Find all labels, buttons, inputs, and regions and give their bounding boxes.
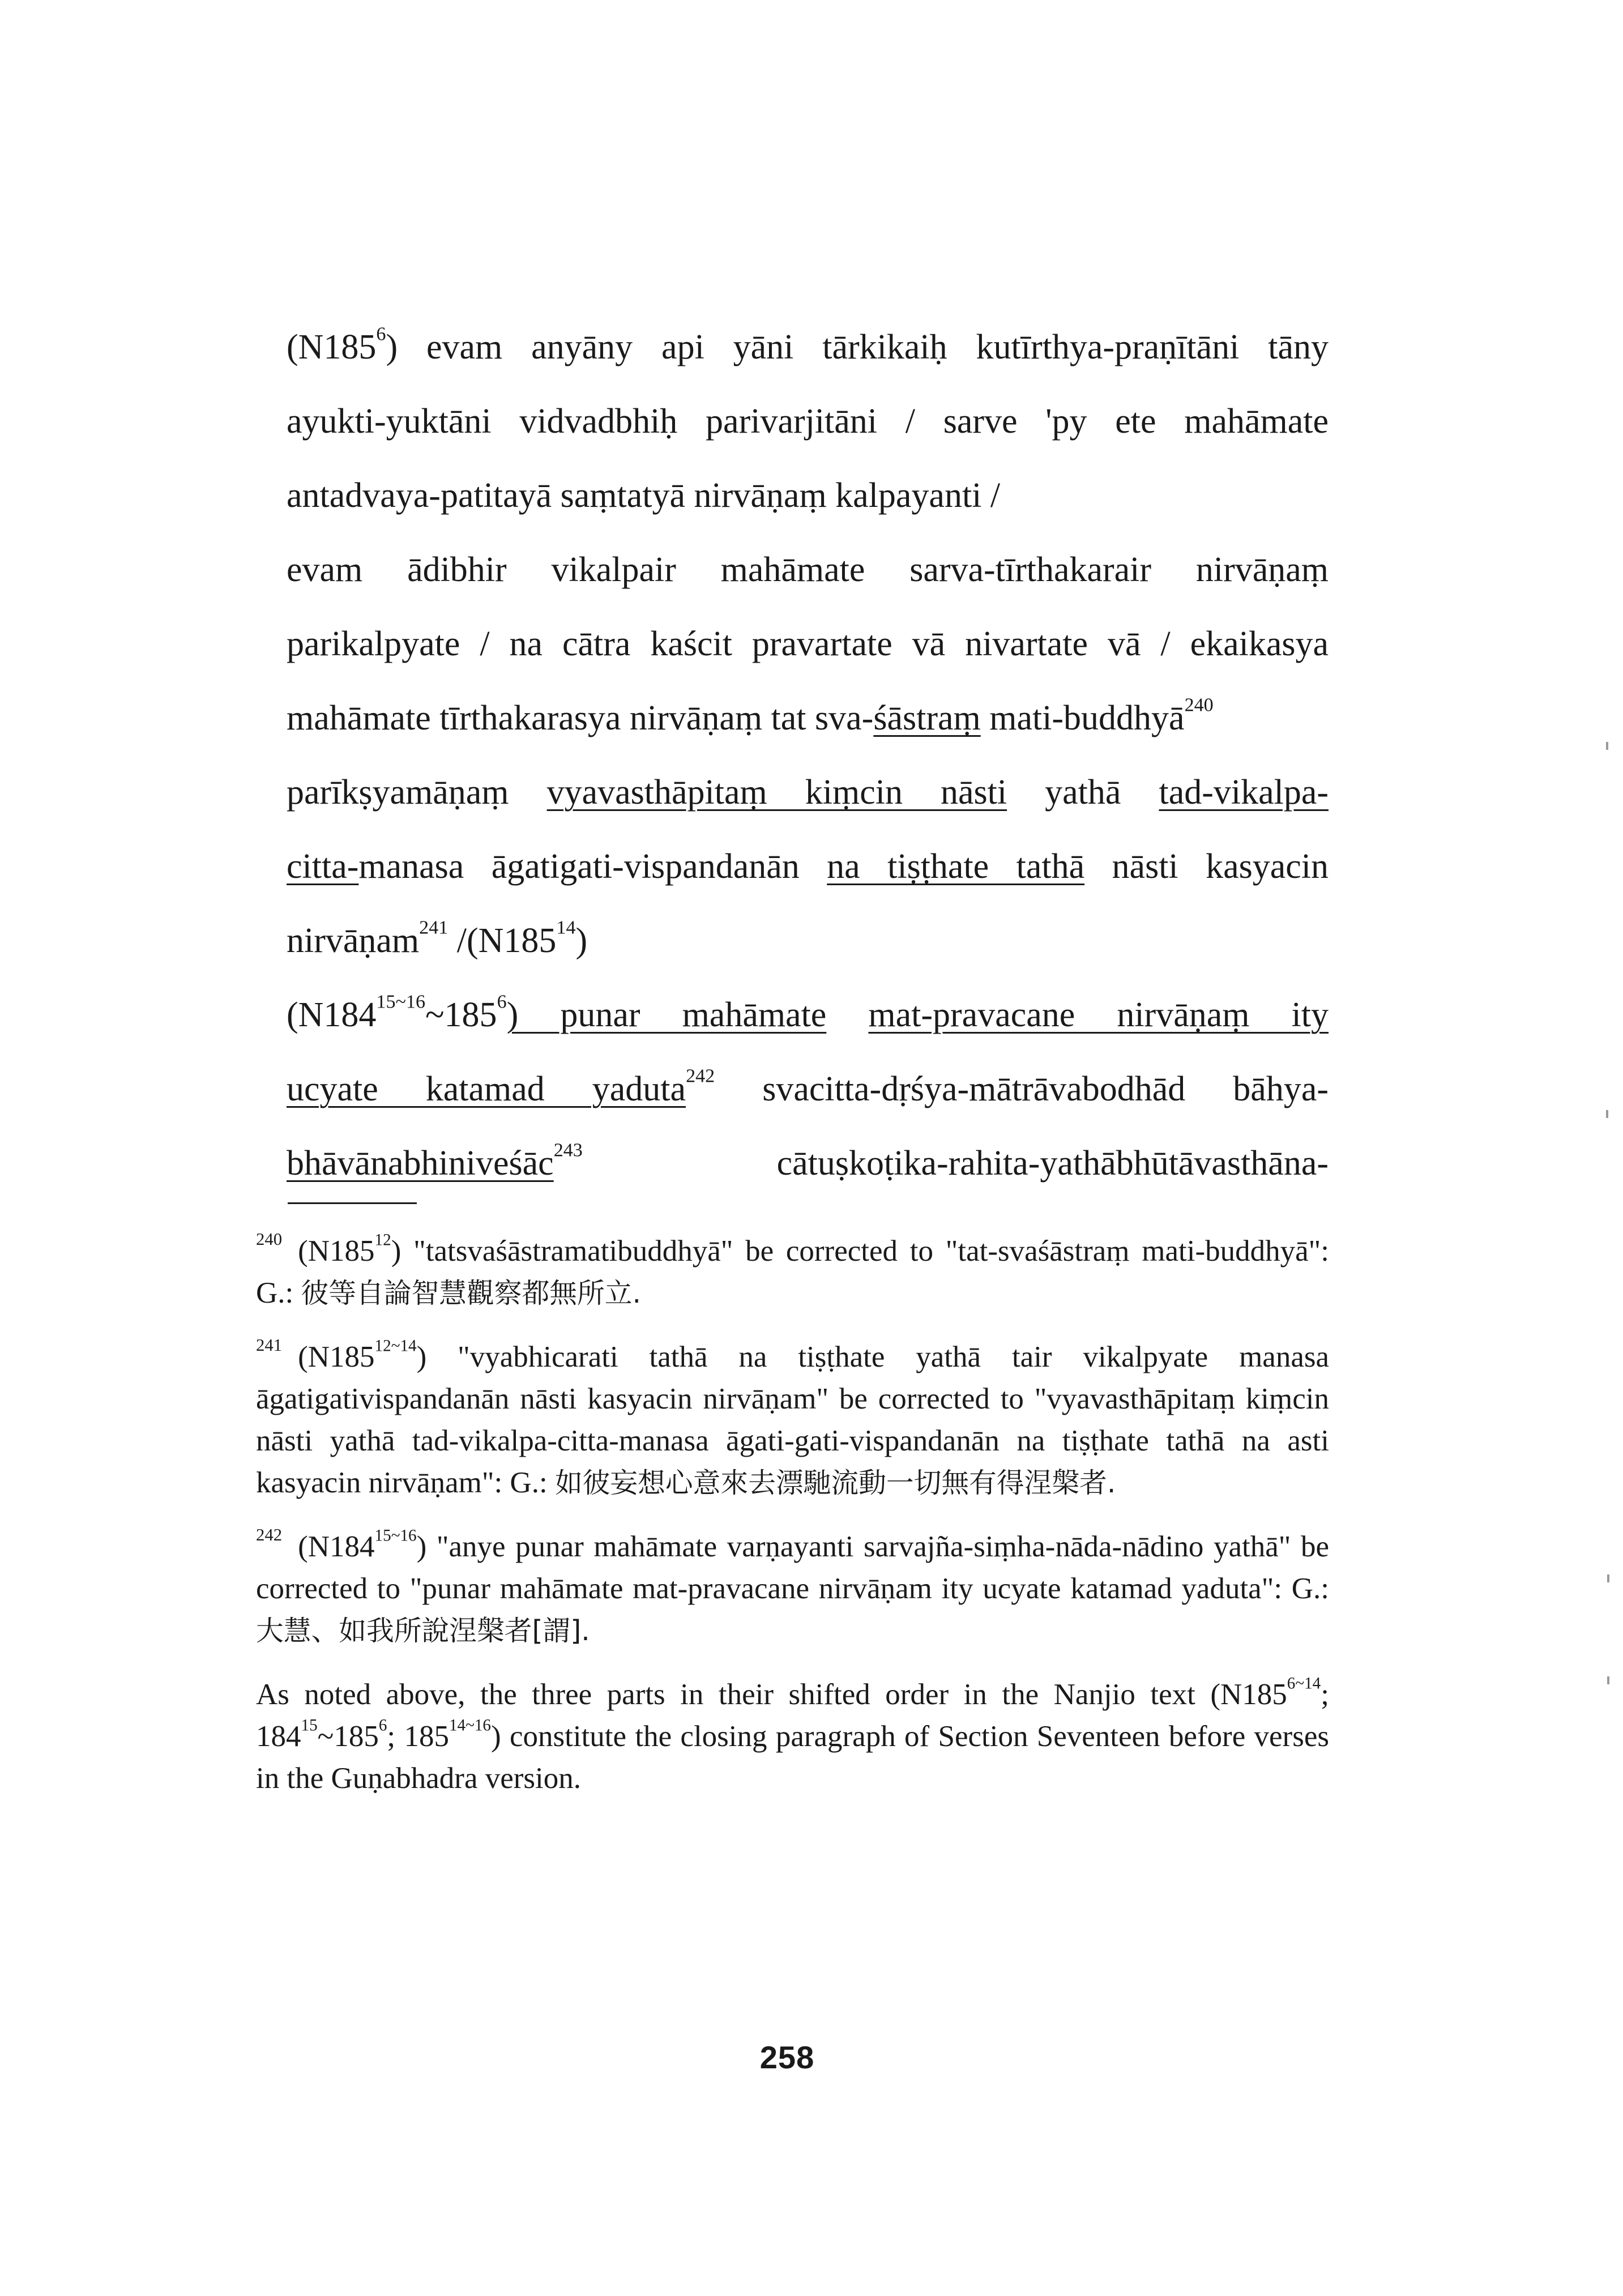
text-run: evam ādibhir vikalpair mahāmate sarva-tīrthakarair nirvāṇaṃ xyxy=(287,550,1329,589)
text-run: parīkṣyamāṇaṃ xyxy=(287,773,547,812)
text-run: (N185 xyxy=(287,328,377,366)
text-line xyxy=(287,459,1329,533)
underlined-text: citta- xyxy=(287,847,359,886)
superscript-reference: 15 xyxy=(301,1716,318,1735)
underlined-text: na tiṣṭhate tathā xyxy=(827,847,1085,886)
underlined-text: tad-vikalpa- xyxy=(1159,773,1329,812)
text-line xyxy=(287,385,1329,459)
text-line xyxy=(287,756,1329,830)
text-run: parikalpyate / na cātra kaścit pravartate vā nivartate vā / ekaikasya xyxy=(287,625,1329,663)
text-line xyxy=(287,904,1329,978)
scan-speck xyxy=(1607,1574,1609,1582)
text-line xyxy=(287,978,1329,1052)
text-run: mati-buddhyā xyxy=(980,699,1185,737)
text-run: ayukti-yuktāni vidvadbhiḥ parivarjitāni / sarve 'py ete mahāmate xyxy=(287,402,1329,441)
superscript-reference: 6 xyxy=(378,1716,387,1735)
footnote xyxy=(256,1336,1329,1504)
text-run: ) evam anyāny api yāni tārkikaiḥ kutīrthya-praṇītāni tāny xyxy=(386,328,1329,366)
closing-note xyxy=(256,1674,1329,1799)
text-run: ) "tatsvaśāstramatibuddhyā" be corrected to "tat-svaśāstraṃ mati-buddhyā": G.: xyxy=(256,1235,1329,1309)
underlined-text: vyavasthāpitaṃ kiṃcin nāsti xyxy=(546,773,1007,812)
text-line xyxy=(287,830,1329,904)
text-run: (N184 xyxy=(287,996,377,1034)
superscript-reference: 14 xyxy=(556,917,576,938)
superscript-reference: 240 xyxy=(1184,694,1214,716)
footnote xyxy=(256,1230,1329,1315)
superscript-reference: 241 xyxy=(419,917,449,938)
scan-speck xyxy=(1606,742,1608,750)
footnote-separator xyxy=(288,1202,417,1204)
superscript-reference: 242 xyxy=(686,1065,715,1087)
text-run: manasa āgatigati-vispandanān xyxy=(358,847,827,886)
text-run: ~185 xyxy=(425,996,497,1034)
chinese-text: 大慧、如我所說涅槃者[謂]. xyxy=(256,1615,590,1647)
text-run: As noted above, the three parts in their shifted order in the Nanjio text (N185 xyxy=(256,1678,1287,1711)
text-run: nirvāṇam xyxy=(287,921,420,960)
text-run: ) "anye punar mahāmate varṇayanti sarvajña-siṃha-nāda-nādino yathā" be corrected to "punar mahāmate mat-pravacane nirvāṇam ity ucyate katamad yaduta": G.: xyxy=(256,1530,1329,1605)
superscript-reference: 15~16 xyxy=(376,991,426,1013)
text-run: ; 185 xyxy=(387,1720,449,1753)
superscript-reference: 12 xyxy=(374,1231,391,1249)
underlined-text: mat-pravacane nirvāṇaṃ ity xyxy=(868,996,1329,1034)
footnotes-block xyxy=(256,1230,1329,1829)
underlined-text: ) punar mahāmate xyxy=(506,996,827,1034)
text-run: (N185 xyxy=(298,1235,375,1268)
chinese-text: 彼等自論智慧觀察都無所立. xyxy=(301,1278,641,1309)
main-text-block xyxy=(287,310,1329,1201)
text-run: svacitta-dṛśya-mātrāvabodhād bāhya- xyxy=(715,1070,1329,1108)
text-run: ~185 xyxy=(317,1720,379,1753)
superscript-reference: 6 xyxy=(376,323,386,345)
footnote xyxy=(256,1526,1329,1652)
text-line xyxy=(287,310,1329,385)
text-run: ; 184 xyxy=(256,1678,1329,1753)
text-line xyxy=(287,681,1329,756)
footnote-number: 241 xyxy=(256,1335,283,1355)
footnote-list xyxy=(256,1230,1329,1652)
text-run: mahāmate tīrthakarasya nirvāṇaṃ tat sva- xyxy=(287,699,874,737)
text-run: nāsti kasyacin xyxy=(1084,847,1329,886)
text-run: antadvaya-patitayā saṃtatyā nirvāṇaṃ kalpayanti / xyxy=(287,476,1001,515)
superscript-reference: 6~14 xyxy=(1287,1674,1321,1693)
superscript-reference: 6 xyxy=(497,991,507,1013)
footnote-number: 242 xyxy=(256,1525,283,1545)
page-number: 258 xyxy=(759,2039,815,2075)
text-line xyxy=(287,533,1329,607)
text-run: yathā xyxy=(1007,773,1159,812)
text-run: /(N185 xyxy=(448,921,557,960)
text-line xyxy=(287,607,1329,681)
scan-speck xyxy=(1607,1676,1609,1684)
chinese-text: 如彼妄想心意來去漂馳流動一切無有得涅槃者. xyxy=(554,1467,1116,1499)
superscript-reference: 15~16 xyxy=(374,1526,417,1545)
underlined-text: śāstraṃ xyxy=(873,699,981,737)
text-run xyxy=(826,996,868,1034)
footnote-number: 240 xyxy=(256,1230,283,1249)
text-line xyxy=(287,1126,1329,1201)
text-run: ) xyxy=(575,921,588,960)
superscript-reference: 243 xyxy=(553,1140,583,1161)
superscript-reference: 12~14 xyxy=(374,1337,417,1355)
superscript-reference: 14~16 xyxy=(449,1716,491,1735)
text-run: ) "vyabhicarati tathā na tiṣṭhate yathā tair vikalpyate manasa āgatigativispandanān nāsti kasyacin nirvāṇam" be corrected to "vyavasthāpitaṃ kiṃcin nāsti yathā tad-vikalpa-citta-manasa āgati-gati-vispandanān na tiṣṭhate tathā na asti kasyacin nirvāṇam": G.: xyxy=(256,1341,1329,1499)
scan-speck xyxy=(1606,1110,1608,1118)
text-run: cātuṣkoṭika-rahita-yathābhūtāvasthāna- xyxy=(582,1144,1329,1183)
text-run: ) constitute the closing paragraph of Section Seventeen before verses in the Guṇabhadra version. xyxy=(256,1720,1329,1795)
underlined-text: ucyate katamad yaduta xyxy=(287,1070,686,1108)
text-run: (N185 xyxy=(298,1341,375,1373)
text-run: (N184 xyxy=(298,1530,375,1563)
underlined-text: bhāvānabhiniveśāc xyxy=(287,1144,554,1183)
text-line xyxy=(287,1052,1329,1126)
